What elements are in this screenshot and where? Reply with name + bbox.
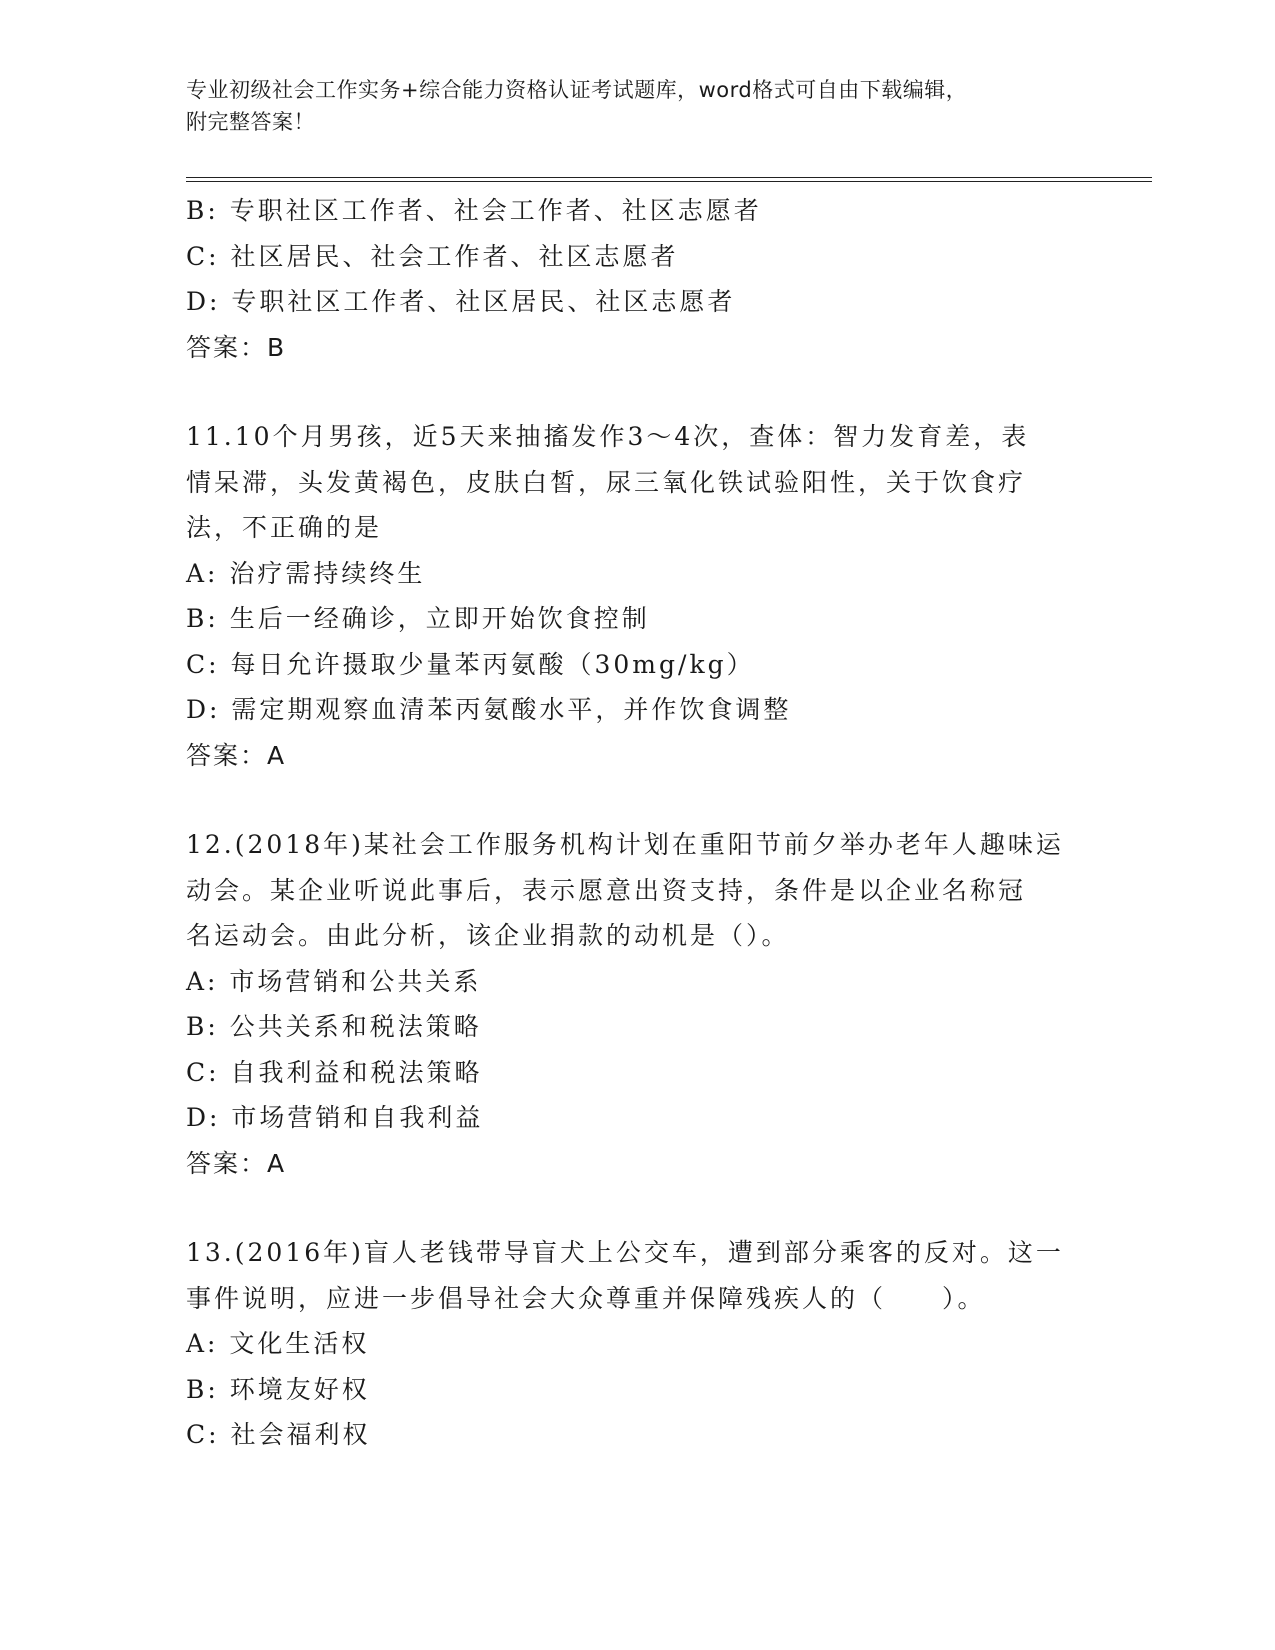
question-stem-line: 情呆滞，头发黄褐色，皮肤白皙，尿三氧化铁试验阳性，关于饮食疗 [186,467,1027,497]
option-b: B: 公共关系和税法策略 [186,1012,482,1041]
spacer [186,778,1086,822]
question-stem-line: 名运动会。由此分析，该企业捐款的动机是（）。 [186,921,790,950]
option-b: B: 环境友好权 [186,1374,370,1404]
option-d: D: 需定期观察血清苯丙氨酸水平，并作饮食调整 [186,695,792,724]
question-stem-line: 13.(2016年)盲人老钱带导盲犬上公交车，遭到部分乘客的反对。这一 [186,1238,1064,1267]
option-c: C: 自我利益和税法策略 [186,1057,483,1087]
spacer [186,370,1086,414]
option-a: A: 文化生活权 [186,1329,370,1358]
question-list [186,188,1086,1458]
answer-line: 答案：B [186,332,287,362]
option-a: A: 治疗需持续终生 [186,558,426,588]
option-a: A: 市场营销和公共关系 [186,966,482,996]
question-stem-line: 12.(2018年)某社会工作服务机构计划在重阳节前夕举办老年人趣味运 [186,830,1064,859]
question-10 [186,188,1086,370]
spacer [186,1186,1086,1230]
option-b: B: 专职社区工作者、社会工作者、社区志愿者 [186,196,762,225]
question-12 [186,822,1086,1186]
option-d: D: 专职社区工作者、社区居民、社区志愿者 [186,287,736,316]
question-stem-line: 法，不正确的是 [186,513,383,542]
question-stem-line: 11.10个月男孩，近5天来抽搐发作3～4次，查体：智力发育差，表 [186,422,1030,451]
question-11 [186,414,1086,778]
option-c: C: 每日允许摄取少量苯丙氨酸（30mg/kg） [186,649,755,679]
header-divider [186,177,1152,182]
header-line-2: 附完整答案！ [186,110,315,134]
page-header [186,74,1086,138]
option-c: C: 社区居民、社会工作者、社区志愿者 [186,241,679,271]
question-13 [186,1230,1086,1458]
option-b: B: 生后一经确诊，立即开始饮食控制 [186,604,650,633]
header-line-1: 专业初级社会工作实务+综合能力资格认证考试题库，word格式可自由下载编辑， [186,78,968,102]
answer-line: 答案：A [186,1148,287,1178]
question-stem-line: 事件说明，应进一步倡导社会大众尊重并保障残疾人的（ ）。 [186,1283,986,1313]
option-c: C: 社会福利权 [186,1420,371,1449]
answer-line: 答案：A [186,740,287,770]
option-d: D: 市场营销和自我利益 [186,1103,484,1132]
question-stem-line: 动会。某企业听说此事后，表示愿意出资支持，条件是以企业名称冠 [186,875,1027,905]
